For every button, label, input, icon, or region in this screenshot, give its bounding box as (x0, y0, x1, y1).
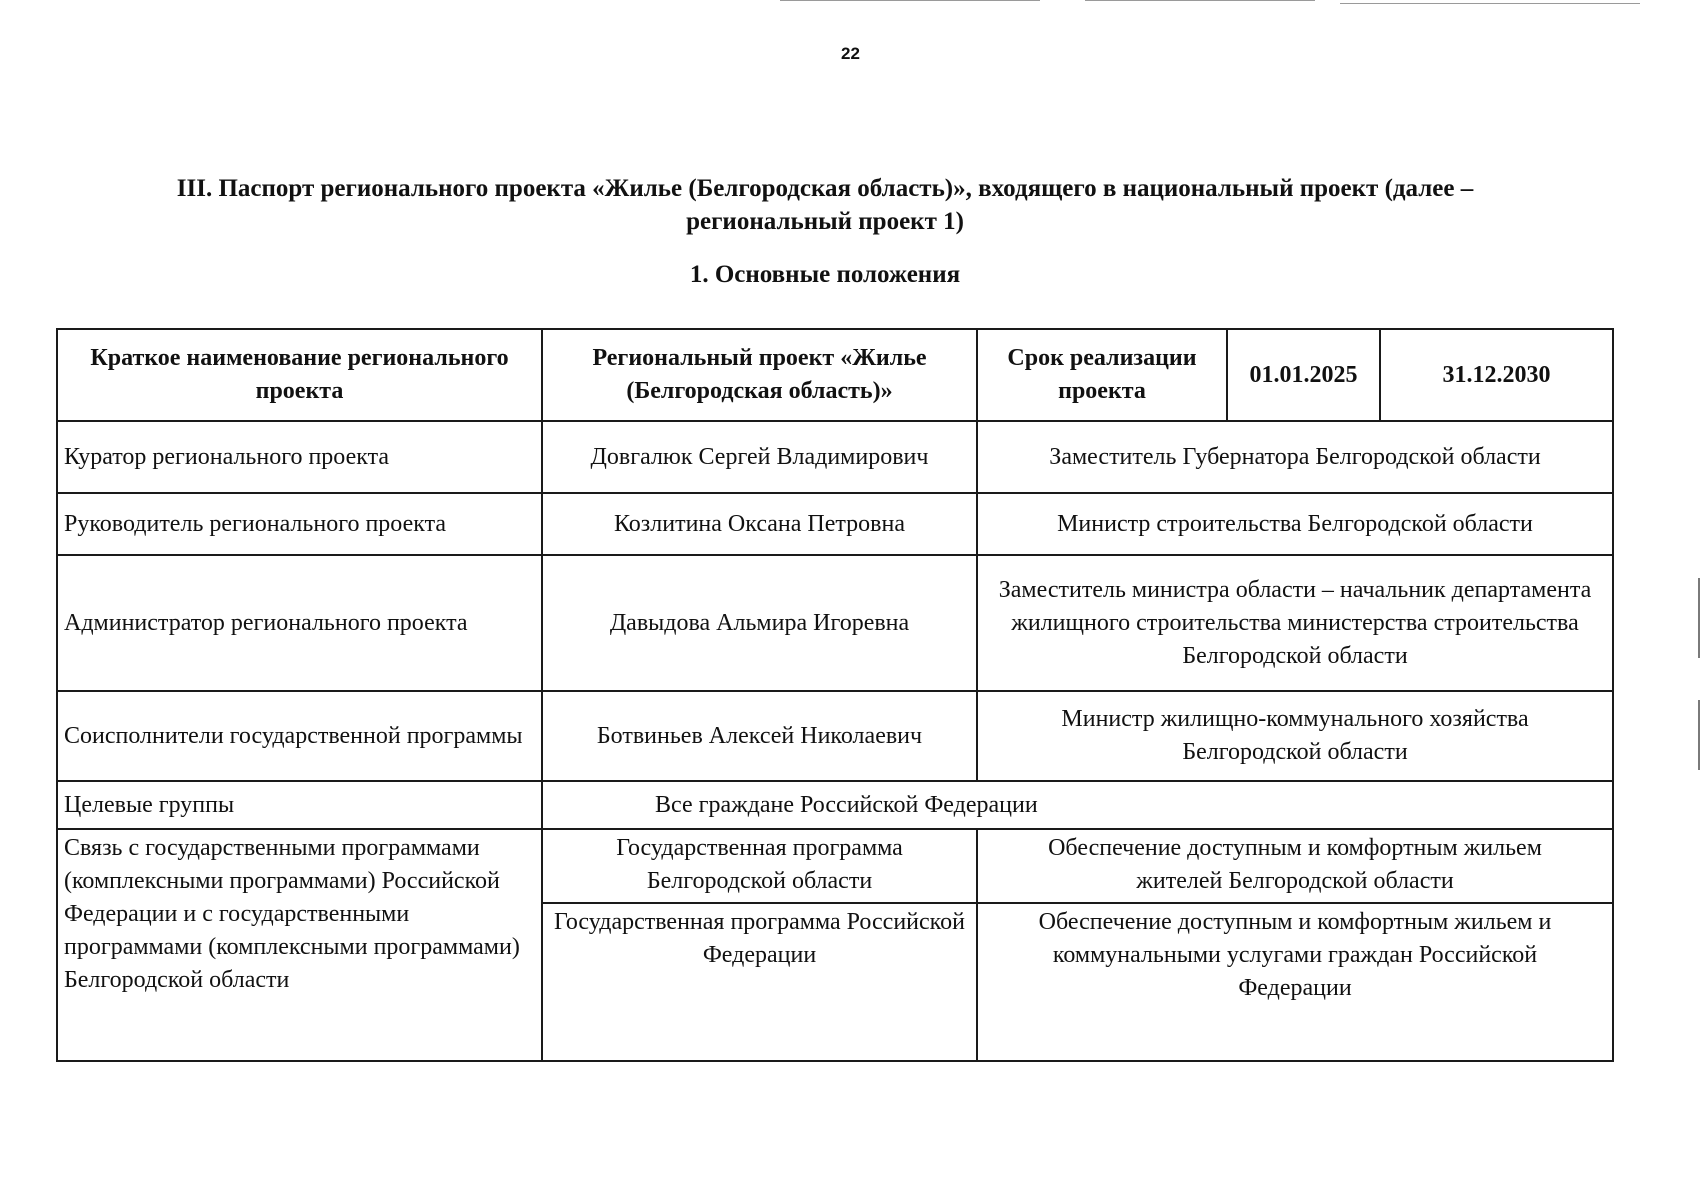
subsection-title: 1. Основные положения (689, 261, 961, 288)
row-label: Руководитель регионального проекта (57, 493, 542, 555)
table-row (57, 421, 1613, 493)
program-name: Обеспечение доступным и комфортным жильем жителей Белгородской области (977, 829, 1613, 903)
program-name: Обеспечение доступным и комфортным жильем и коммунальными услугами граждан Российской Федерации (977, 903, 1613, 1061)
row-person: Козлитина Оксана Петровна (542, 493, 977, 555)
target-groups-row (57, 781, 1613, 829)
table-row (57, 493, 1613, 555)
row-label: Соисполнители государственной программы (57, 691, 542, 781)
term-label: Срок реализации проекта (977, 329, 1227, 421)
row-label: Администратор регионального проекта (57, 555, 542, 691)
edge-mark-right-1 (1698, 578, 1700, 658)
program-type: Государственная программа Российской Федерации (542, 903, 977, 1061)
short-name-label: Краткое наименование регионального проекта (57, 329, 542, 421)
target-groups-value: Все граждане Российской Федерации (542, 781, 1613, 829)
page-number: 22 (841, 44, 860, 63)
row-position: Заместитель министра области – начальник департамента жилищного строительства министерства строительства Белгородской области (977, 555, 1613, 691)
scan-line-top-3 (1340, 3, 1640, 4)
programs-label: Связь с государственными программами (комплексными программами) Российской Федерации и с государственными программами (комплексными программами) Белгородской области (57, 829, 542, 1061)
table-row (57, 691, 1613, 781)
short-name-value: Региональный проект «Жилье (Белгородская область)» (542, 329, 977, 421)
program-type: Государственная программа Белгородской области (542, 829, 977, 903)
row-person: Довгалюк Сергей Владимирович (542, 421, 977, 493)
row-position: Министр строительства Белгородской области (977, 493, 1613, 555)
row-person: Ботвиньев Алексей Николаевич (542, 691, 977, 781)
row-position: Заместитель Губернатора Белгородской области (977, 421, 1613, 493)
end-date: 31.12.2030 (1380, 329, 1613, 421)
table-header-row (57, 329, 1613, 421)
row-label: Куратор регионального проекта (57, 421, 542, 493)
section-title: III. Паспорт регионального проекта «Жилье (Белгородская область)», входящего в национальный проект (далее – региональный проект 1) (176, 175, 1474, 235)
edge-mark-right-2 (1698, 700, 1700, 770)
scan-line-top-1 (780, 0, 1040, 1)
programs-row (57, 829, 1613, 903)
project-passport-table (56, 328, 1614, 1062)
table-row (57, 555, 1613, 691)
row-position: Министр жилищно-коммунального хозяйства Белгородской области (977, 691, 1613, 781)
scan-line-top-2 (1085, 0, 1315, 1)
row-person: Давыдова Альмира Игоревна (542, 555, 977, 691)
start-date: 01.01.2025 (1227, 329, 1380, 421)
target-groups-label: Целевые группы (57, 781, 542, 829)
